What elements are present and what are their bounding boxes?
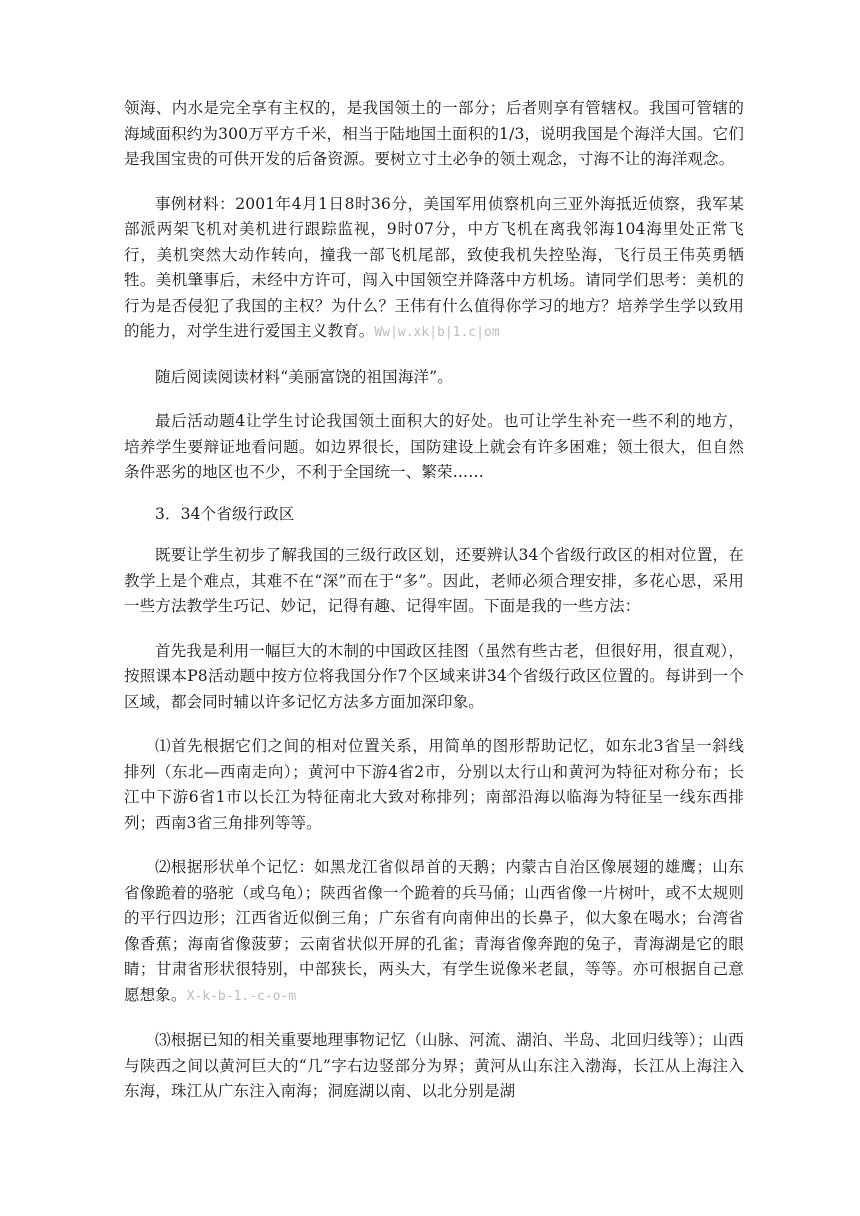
paragraph-text: 随后阅读阅读材料“美丽富饶的祖国海洋”。: [155, 367, 453, 386]
paragraph-method-1: [124, 734, 744, 836]
watermark-text: X-k-b-1.-c-o-m: [186, 988, 297, 1004]
paragraph-text: ⑶根据已知的相关重要地理事物记忆（山脉、河流、湖泊、半岛、北回归线等）；山西与陕西之间以黄河巨大的“几”字右边竖部分为界；黄河从山东注入渤海，长江从上海注入东海，珠江从广东注入南海；洞庭湖以南、以北分别是湖: [124, 1031, 744, 1100]
paragraph-text: 领海、内水是完全享有主权的，是我国领土的一部分；后者则享有管辖权。我国可管辖的海域面积约为300万平方千米，相当于陆地国土面积的1/3，说明我国是个海洋大国。它们是我国宝贵的可供开发的后备资源。要树立寸土必争的领土观念，寸海不让的海洋观念。: [124, 99, 744, 168]
paragraph-text: 事例材料：2001年4月1日8时36分，美国军用侦察机向三亚外海抵近侦察，我军某部派两架飞机对美机进行跟踪监视，9时07分，中方飞机在离我邻海104海里处正常飞行，美机突然大动作转向，撞我一部飞机尾部，致使我机失控坠海，飞行员王伟英勇牺牲。美机肇事后，未经中方许可，闯入中国领空并降落中方机场。请同学们思考：美机的行为是否侵犯了我国的主权？为什么？王伟有什么值得你学习的地方？培养学生学以致用的能力，对学生进行爱国主义教育。: [124, 194, 744, 340]
paragraph-admin-divisions: [124, 543, 744, 620]
paragraph-method-2: [124, 855, 744, 1009]
paragraph-wall-map: [124, 639, 744, 716]
paragraph-text: 最后活动题4让学生讨论我国领土面积大的好处。也可让学生补充一些不利的地方，培养学生要辩证地看问题。如边界很长，国防建设上就会有许多困难；领土很大，但自然条件恶劣的地区也不少，不利于全国统一、繁荣……: [124, 412, 744, 481]
paragraph-activity-4: [124, 409, 744, 486]
section-heading: [124, 502, 744, 528]
paragraph-reading-material: [124, 365, 744, 391]
paragraph-case-material: [124, 192, 744, 346]
paragraph-text: 既要让学生初步了解我国的三级行政区划，还要辨认34个省级行政区的相对位置，在教学上是个难点，其难不在“深”而在于“多”。因此，老师必须合理安排，多花心思，采用一些方法教学生巧记、妙记，记得有趣、记得牢固。下面是我的一些方法：: [124, 546, 744, 615]
paragraph-method-3: [124, 1028, 744, 1105]
paragraph-text: ⑵根据形状单个记忆：如黑龙江省似昂首的天鹅；内蒙古自治区像展翅的雄鹰；山东省像跪着的骆驼（或乌龟）；陕西省像一个跪着的兵马俑；山西省像一片树叶，或不太规则的平行四边形；江西省近似倒三角；广东省有向南伸出的长鼻子，似大象在喝水；台湾省像香蕉；海南省像菠萝；云南省状似开屏的孔雀；青海省像奔跑的兔子，青海湖是它的眼睛；甘肃省形状很特别，中部狭长，两头大，有学生说像米老鼠，等等。亦可根据自己意愿想象。: [124, 858, 744, 1004]
document-page: [124, 96, 744, 1105]
paragraph-territorial-sea: [124, 96, 744, 173]
watermark-text: Ww|w.xk|b|1.c|om: [374, 325, 500, 340]
paragraph-text: ⑴首先根据它们之间的相对位置关系，用简单的图形帮助记忆，如东北3省呈一斜线排列（东北—西南走向）；黄河中下游4省2市，分别以太行山和黄河为特征对称分布；长江中下游6省1市以长江为特征南北大致对称排列；南部沿海以临海为特征呈一线东西排列；西南3省三角排列等等。: [124, 737, 744, 832]
heading-text: 3．34个省级行政区: [155, 504, 295, 523]
paragraph-text: 首先我是利用一幅巨大的木制的中国政区挂图（虽然有些古老，但很好用，很直观），按照课本P8活动题中按方位将我国分作7个区域来讲34个省级行政区位置的。每讲到一个区域，都会同时辅以许多记忆方法多方面加深印象。: [124, 641, 744, 711]
